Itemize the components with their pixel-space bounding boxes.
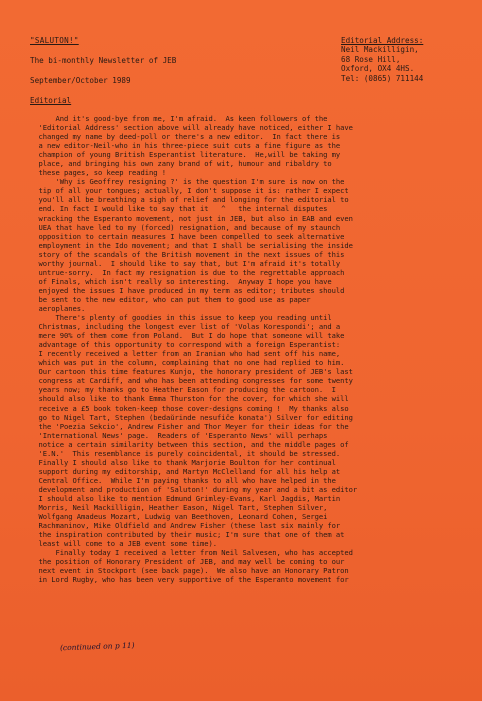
body-line: notice a certain similarity between this section, and the middle pages of [30,439,349,449]
body-line: I should also like to mention Edmund Grimley-Evans, Karl Jagdis, Martin [30,493,341,503]
editorial-address [341,36,423,83]
body-line: the 'Poezia Sekcio', Andrew Fisher and Thor Meyer for their ideas for the [30,421,349,431]
body-line: aeroplanes. [30,303,86,313]
body-line: end. In fact I would like to say that it ^ the internal disputes [30,204,328,214]
body-line: of Finals, which isn't really so interesting. Anyway I hope you have [30,276,332,286]
issue-date: September/October 1989 [30,75,131,85]
body-line: these pages, so keep reading ! [30,168,166,178]
body-line: employment in the Ido movement; and that I shall be serialising the inside [30,240,353,250]
handwritten-note: (continued on p 11) [59,640,135,653]
newsletter-title: "SALUTON!" [30,36,79,45]
body-line: the position of Honorary President of JEB, and may well be coming to our [30,557,345,567]
body-line: And it's good-bye from me, I'm afraid. As keen followers of the [30,114,328,123]
body-line: 'Why is Geoffrey resigning ?' is the question I'm sure is now on the [30,177,345,187]
body-line: congress at Cardiff, and who has been attending congresses for some twenty [30,376,353,386]
body-line: Rachmaninov, Mike Oldfield and Andrew Fisher (these last six mainly for [30,521,341,531]
address-street: 68 Rose Hill, [341,54,401,64]
address-heading: Editorial Address: [341,36,424,45]
address-telephone: Tel: (0865) 711144 [341,73,424,83]
body-line: go to Nigel Tart, Stephen (bedaŭrinde nesufiĉe konata') Silver for editing [30,412,353,422]
body-line: development and production of 'Saluton!' during my year and a bit as editor [30,484,358,494]
body-line: Morris, Neil Mackilligin, Heather Eason, Nigel Tart, Stephen Silver, [30,503,328,513]
newsletter-subtitle: The bi-monthly Newsletter of JEB [30,56,177,66]
masthead [30,36,176,86]
body-line: champion of young British Esperantist literature. He,will be taking my [30,150,341,160]
body-line: 'Editorial Address' section above will already have noticed, either I have [30,123,353,133]
body-line: UEA that have led to my (forced) resignation, and because of my staunch [30,222,341,232]
body-line: tip of all your tongues; actually, I don't suppose it is: rather I expect [30,186,349,196]
body-line: Wolfgang Amadeus Mozart, Ludwig van Beethoven, Leonard Cohen, Sergei [30,512,328,522]
body-line: support during my editorship, and Martyn McClelland for all his help at [30,466,341,476]
body-line: Christmas, including the longest ever list of 'Volas Korespondi'; and a [30,322,341,332]
body-line: opposition to certain measures I have been compelled to seek alternative [30,231,345,241]
body-line: enjoyed the issues I have produced in my term as editor; tributes should [30,285,345,295]
body-line: which was put in the column, complaining that no one had replied to him. [30,358,345,368]
body-line: Finally I should also like to thank Marjorie Boulton for her continual [30,457,336,467]
body-line: Central Office. While I'm paying thanks to all who have helped in the [30,475,336,485]
body-line: receive a £5 book token-keep those cover-designs coming ! My thanks also [30,403,349,413]
body-line: place, and bringing his own zany brand of wit, humour and ribaldry to [30,159,332,169]
body-line: There's plenty of goodies in this issue to keep you reading until [30,313,332,323]
body-line: advantage of this opportunity to correspond with a foreign Esperantist: [30,340,341,350]
body-line: story of the scandals of the British movement in the next issues of this [30,249,345,259]
address-name: Neil Mackilligin, [341,45,419,55]
address-city: Oxford, OX4 4HS. [341,64,415,74]
editorial-body [30,114,470,584]
section-title: Editorial [30,96,72,105]
body-line: worthy journal. I should like to say that, but I'm afraid it's totally [30,258,341,268]
body-line: least will come to a JEB event some time). [30,539,217,549]
body-line: changed my name by deed-poll or there's a new editor. In fact there is [30,132,341,142]
body-line: years now; my thanks go to Heather Eason for producing the cartoon. I [30,385,336,395]
body-line: wracking the Esperanto movement, not just in JEB, but also in EAB and even [30,213,353,223]
body-line: should also like to thank Emma Thurston for the cover, for which she will [30,394,349,404]
body-line: untrue-sorry. In fact my resignation is due to the regrettable approach [30,267,345,277]
body-line: I recently received a letter from an Iranian who had sent off his name, [30,349,341,359]
body-line: Finally today I received a letter from Neil Salvesen, who has accepted [30,548,353,558]
body-line: a new editor-Neil-who in his three-piece suit cuts a fine figure as the [30,141,341,151]
body-line: 'International News' page. Readers of 'Esperanto News' will perhaps [30,430,328,440]
body-line: 'E.N.' This resemblance is purely coincidental, it should be stressed. [30,448,341,458]
body-line: in Lord Rugby, who has been very supportive of the Esperanto movement for [30,575,349,585]
body-line: Our cartoon this time features Kunjo, the honorary president of JEB's last [30,367,353,377]
body-line: you'll all be breathing a sigh of relief and longing for the editorial to [30,195,349,205]
body-line: mere 90% of them come from Poland. But I do hope that someone will take [30,331,345,341]
body-line: be sent to the new editor, who can put them to good use as paper [30,294,311,304]
body-line: next event in Stockport (see back page). We also have an Honorary Patron [30,566,349,576]
body-line: the inspiration contributed by their music; I'm sure that one of them at [30,530,345,540]
